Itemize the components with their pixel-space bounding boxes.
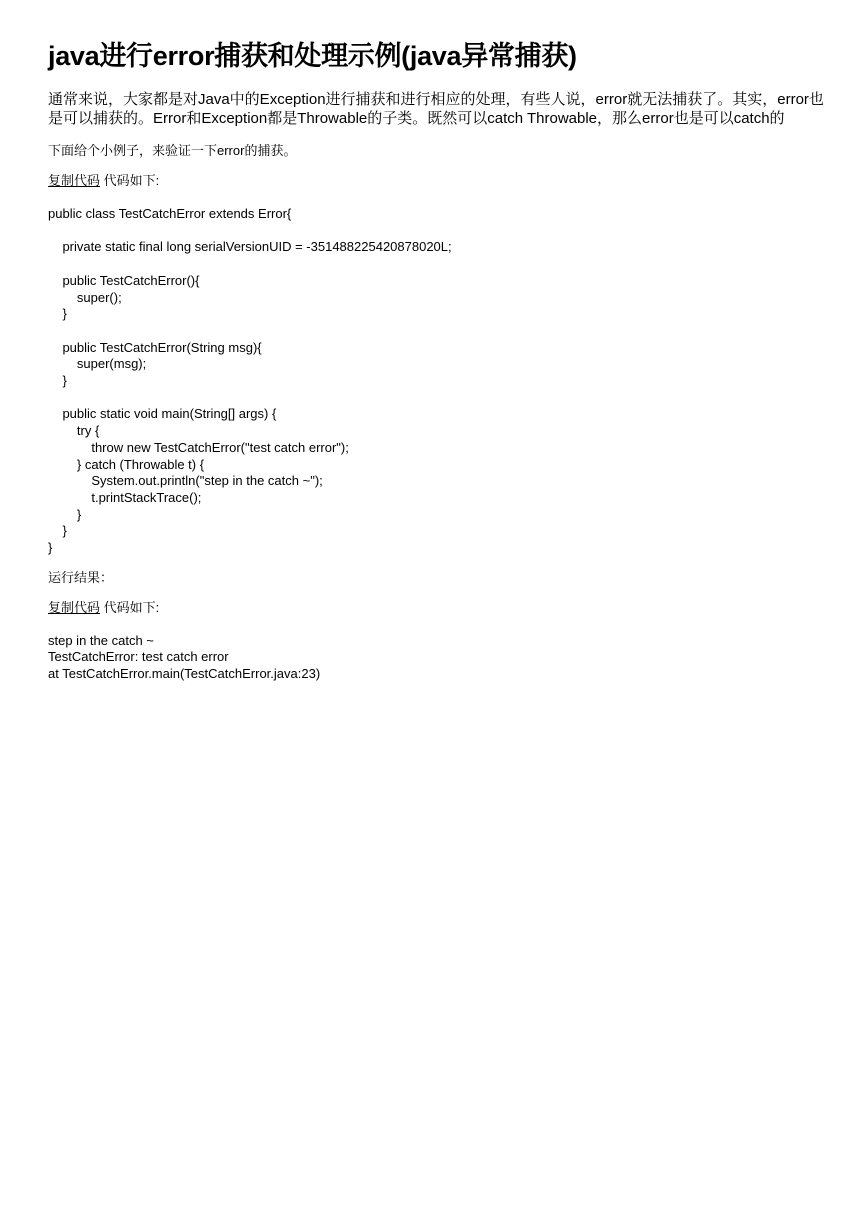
copy-code-link-1[interactable]: 复制代码	[48, 173, 101, 188]
result-label: 运行结果：	[48, 569, 114, 585]
document-page	[48, 30, 828, 683]
lead-paragraph: 下面给个小例子，来验证一下error的捕获。	[48, 143, 297, 158]
page-title: java进行error捕获和处理示例(java异常捕获)	[48, 41, 577, 71]
copy-code-link-2[interactable]: 复制代码	[48, 599, 101, 615]
code-header-1	[48, 172, 828, 190]
code-block-2: step in the catch ~ TestCatchError: test catch error at TestCatchError.main(TestCatchError.java:23)	[48, 632, 321, 682]
code-label-1: 代码如下:	[100, 173, 160, 188]
code-header-2	[48, 599, 828, 617]
code-block-1: public class TestCatchError extends Error{ private static final long serialVersionUID = -351488225420878020L; public TestCatchError(){ super(); } public TestCatchError(String msg){ super(msg); } public static void main(String[] args) { try { throw new TestCatchError("test catch error"); } catch (Throwable t) { System.out.println("step in the catch ~"); t.printStackTrace(); } } }	[48, 206, 452, 556]
code-label-2: 代码如下:	[100, 599, 160, 615]
intro-paragraph: 通常来说，大家都是对Java中的Exception进行捕获和进行相应的处理，有些人说，error就无法捕获了。其实，error也是可以捕获的。Error和Exception都是Throwable的子类。既然可以catch Throwable，那么error也是可以catch的	[48, 91, 824, 127]
